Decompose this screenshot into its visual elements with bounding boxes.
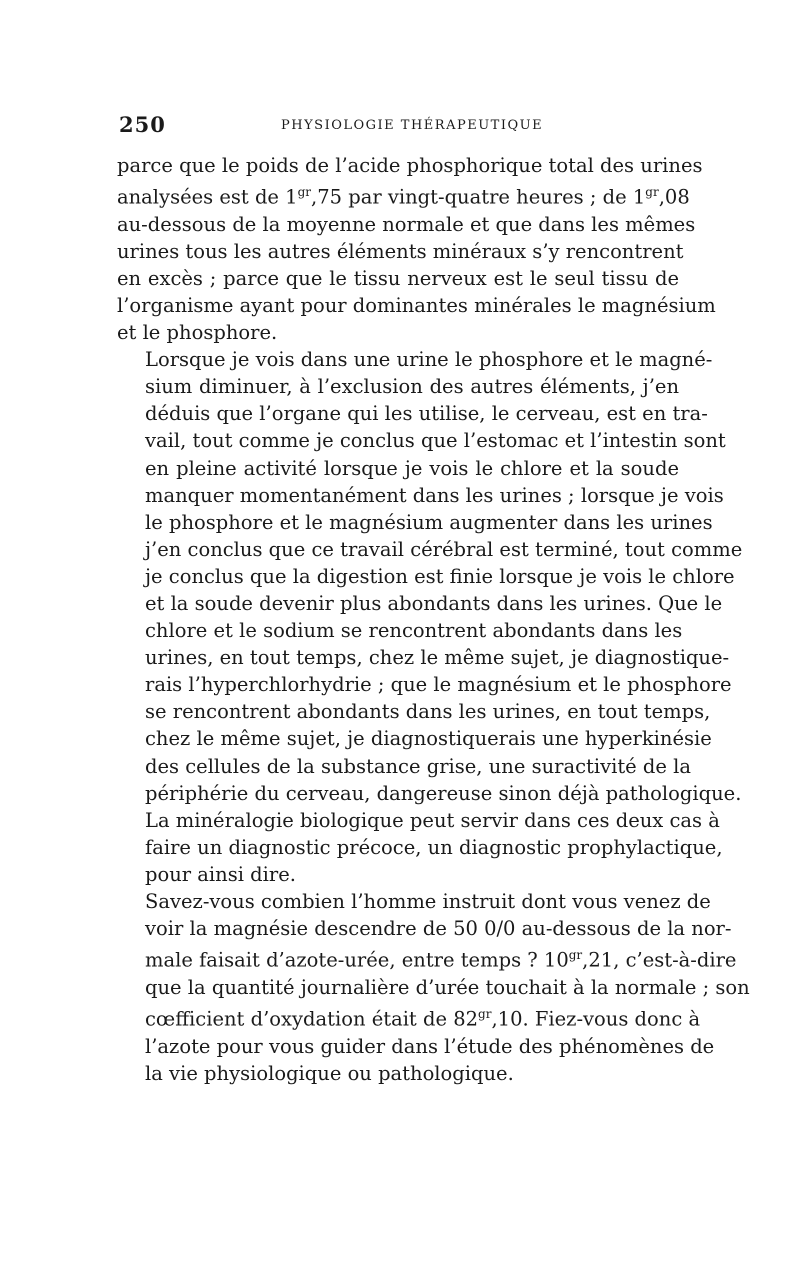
text-line: des cellules de la substance grise, une suractivité de la (145, 754, 691, 778)
paragraph (117, 346, 743, 888)
text-line: Savez-vous combien l’homme instruit dont vous venez de (145, 890, 711, 914)
text-line: l’organisme ayant pour dominantes minérales le magnésium (117, 293, 716, 317)
text-line: déduis que l’organe qui les utilise, le cerveau, est en tra- (145, 402, 708, 426)
page-number: 250 (119, 112, 166, 137)
text-line: parce que le poids de l’acide phosphorique total des urines (117, 154, 703, 177)
body-text (117, 152, 750, 1087)
text-line: périphérie du cerveau, dangereuse sinon déjà pathologique. (145, 781, 742, 805)
text-line: l’azote pour vous guider dans l’étude des phénomènes de (145, 1034, 715, 1058)
text-line: que la quantité journalière d’urée touchait à la normale ; son (145, 975, 750, 999)
page-header (119, 112, 679, 144)
text-line: la vie physiologique ou pathologique. (145, 1061, 514, 1085)
text-line: cœfficient d’oxydation était de $82^{gr},10$. Fiez-vous donc à (145, 1006, 701, 1031)
text-line: le phosphore et le magnésium augmenter dans les urines (145, 510, 713, 534)
text-line: en excès ; parce que le tissu nerveux est le seul tissu de (117, 266, 679, 290)
text-line: pour ainsi dire. (145, 862, 296, 886)
text-line: faire un diagnostic précoce, un diagnostic prophylactique, (145, 835, 723, 859)
text-line: et le phosphore. (117, 321, 278, 345)
text-line: urines tous les autres éléments minéraux s’y rencontrent (117, 239, 684, 263)
paragraph (117, 888, 750, 1087)
text-line: urines, en tout temps, chez le même sujet, je diagnostique- (145, 646, 730, 670)
text-line: se rencontrent abondants dans les urines, en tout temps, (145, 700, 711, 724)
text-line: au-dessous de la moyenne normale et que dans les mêmes (117, 212, 696, 236)
text-line: voir la magnésie descendre de 50 0/0 au-dessous de la nor- (145, 917, 732, 941)
text-line: vail, tout comme je conclus que l’estomac et l’intestin sont (145, 429, 726, 453)
text-line: sium diminuer, à l’exclusion des autres éléments, j’en (145, 375, 679, 399)
text-line: et la soude devenir plus abondants dans les urines. Que le (145, 592, 723, 615)
text-line: je conclus que la digestion est finie lorsque je vois le chlore (145, 564, 735, 588)
text-line: manquer momentanément dans les urines ; lorsque je vois (145, 483, 724, 507)
paragraph (117, 152, 716, 346)
text-line: j’en conclus que ce travail cérébral est terminé, tout comme (145, 537, 743, 561)
text-line: chlore et le sodium se rencontrent abondants dans les (145, 619, 683, 643)
text-line: analysées est de $1^{gr},75$ par vingt-quatre heures ; de $1^{gr},08$ (117, 185, 690, 209)
text-line: rais l’hyperchlorhydrie ; que le magnésium et le phosphore (145, 673, 732, 697)
running-title: PHYSIOLOGIE THÉRAPEUTIQUE (281, 118, 544, 133)
text-line: male faisait d’azote-urée, entre temps ? $10^{gr},21$, c’est-à-dire (145, 948, 737, 972)
text-line: en pleine activité lorsque je vois le chlore et la soude (145, 456, 679, 480)
text-line: Lorsque je vois dans une urine le phosphore et le magné- (145, 348, 713, 372)
text-line: La minéralogie biologique peut servir dans ces deux cas à (145, 808, 720, 832)
text-line: chez le même sujet, je diagnostiquerais une hyperkinésie (145, 727, 712, 751)
